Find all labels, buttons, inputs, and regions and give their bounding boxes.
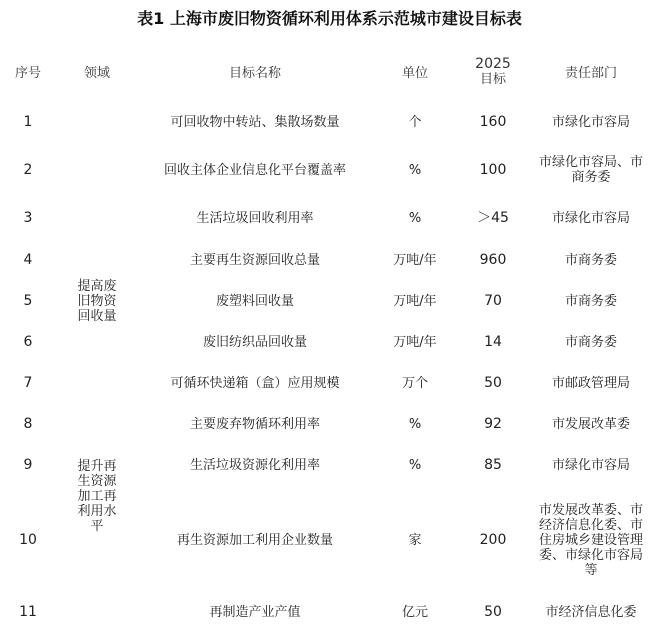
- cell-goal: 92: [484, 415, 502, 432]
- cell-goal: 14: [484, 333, 502, 350]
- cell-target: 可循环快递箱（盒）应用规模: [170, 375, 340, 391]
- cell-unit: %: [408, 210, 422, 226]
- cell-seq: 7: [23, 374, 33, 391]
- domain-cell-recovery: 提高废 旧物资 回收量: [77, 278, 117, 324]
- cell-goal: 85: [484, 456, 502, 473]
- cell-dept: 市发展改革委、市经济信息化委、市住房城乡建设管理委、市绿化市容局等: [538, 502, 643, 578]
- cell-target: 废塑料回收量: [215, 293, 294, 309]
- cell-unit: 家: [408, 532, 422, 548]
- cell-dept: 市绿化市容局: [551, 114, 630, 130]
- cell-target: 再制造产业产值: [209, 604, 301, 620]
- cell-seq: 6: [23, 333, 33, 350]
- cell-unit: %: [408, 162, 422, 178]
- cell-unit: 万吨/年: [393, 252, 437, 268]
- cell-goal: 70: [484, 292, 502, 309]
- cell-seq: 2: [23, 161, 33, 178]
- cell-target: 回收主体企业信息化平台覆盖率: [163, 162, 346, 178]
- cell-unit: %: [408, 457, 422, 473]
- header-dept: 责任部门: [564, 65, 617, 81]
- cell-goal: 50: [484, 603, 502, 620]
- cell-goal: 960: [479, 251, 507, 268]
- header-seq: 序号: [14, 65, 41, 81]
- cell-seq: 4: [23, 251, 33, 268]
- cell-seq: 9: [23, 456, 33, 473]
- cell-goal: 50: [484, 374, 502, 391]
- cell-unit: %: [408, 416, 422, 432]
- cell-seq: 1: [23, 113, 33, 130]
- cell-seq: 10: [19, 531, 37, 548]
- cell-dept: 市绿化市容局、市商务委: [538, 155, 643, 185]
- cell-seq: 3: [23, 209, 33, 226]
- cell-unit: 个: [408, 114, 422, 130]
- cell-dept: 市商务委: [564, 293, 617, 309]
- cell-dept: 市绿化市容局: [551, 210, 630, 226]
- cell-unit: 万吨/年: [393, 293, 437, 309]
- header-domain: 领域: [83, 65, 110, 81]
- cell-goal: ＞45: [477, 209, 509, 226]
- cell-target: 废旧纺织品回收量: [202, 334, 307, 350]
- table-title: 表1 上海市废旧物资循环利用体系示范城市建设目标表: [137, 9, 522, 28]
- cell-dept: 市绿化市容局: [551, 457, 630, 473]
- cell-target: 可回收物中转站、集散场数量: [170, 114, 340, 130]
- cell-target: 主要废弃物循环利用率: [189, 416, 320, 432]
- cell-dept: 市商务委: [564, 334, 617, 350]
- cell-target: 生活垃圾资源化利用率: [189, 457, 320, 473]
- header-unit: 单位: [401, 65, 428, 81]
- cell-goal: 200: [479, 531, 507, 548]
- cell-goal: 100: [479, 161, 507, 178]
- cell-target: 再生资源加工利用企业数量: [176, 532, 333, 548]
- cell-seq: 11: [19, 603, 37, 620]
- header-goal-label: 目标: [479, 71, 506, 87]
- cell-unit: 亿元: [401, 604, 428, 620]
- cell-dept: 市发展改革委: [551, 416, 630, 432]
- cell-seq: 8: [23, 415, 33, 432]
- cell-unit: 万吨/年: [393, 334, 437, 350]
- cell-dept: 市经济信息化委: [545, 604, 637, 620]
- header-target-name: 目标名称: [228, 65, 281, 81]
- domain-cell-reuse: 提升再 生资源 加工再 利用水 平: [77, 458, 117, 534]
- header-goal-year: 2025: [475, 55, 511, 72]
- cell-target: 生活垃圾回收利用率: [196, 210, 314, 226]
- cell-dept: 市商务委: [564, 252, 617, 268]
- cell-dept: 市邮政管理局: [551, 375, 630, 391]
- cell-seq: 5: [23, 292, 33, 309]
- cell-target: 主要再生资源回收总量: [189, 252, 320, 268]
- cell-goal: 160: [479, 113, 507, 130]
- cell-unit: 万个: [401, 375, 428, 391]
